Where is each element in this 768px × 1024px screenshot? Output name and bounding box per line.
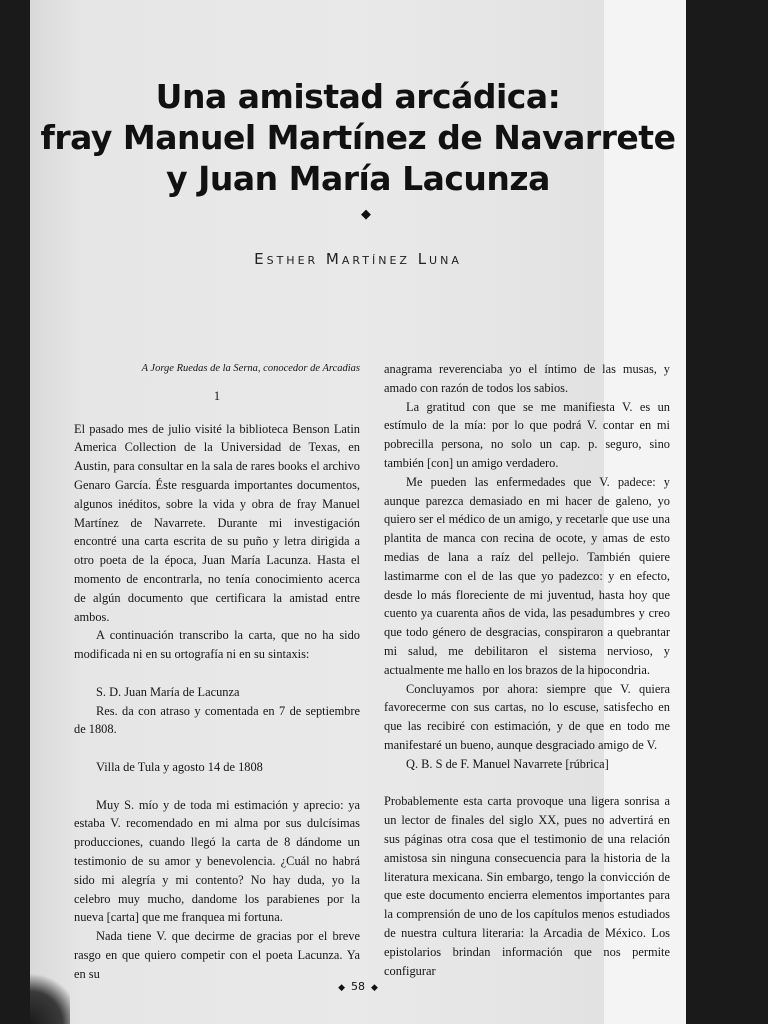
dedication: A Jorge Ruedas de la Serna, conocedor de Arcadias [141, 363, 360, 374]
paragraph: A continuación transcribo la carta, que no ha sido modificada ni en su ortografía ni en su sintaxis: [74, 628, 360, 662]
paragraph: Probablemente esta carta provoque una ligera sonrisa a un lector de finales del siglo XX, pues no advertirá en sus páginas otra cosa que el testimonio de una relación amistosa sin ninguna consecuencia para la historia de la literatura mexicana. Sin embargo, tengo la convicción de que este documento encierra elementos importantes para la comprensión de uno de los capítulos menos estudiados de nuestra cultura literaria: la Arcadia de México. Los epistolarios brindan información que nos permite configurar [384, 794, 670, 978]
letter-paragraph: anagrama reverenciaba yo el íntimo de las musas, y amado con razón de todos los sabios. [384, 362, 670, 395]
letter-paragraph: Concluyamos por ahora: siempre que V. quiera favorecerme con sus cartas, no lo escuse, satisfecho en que las recibiré con estimación, y de que en todo me manifestaré un bueno, aunque desgraciado amigo de V. [384, 681, 670, 752]
footer-ornament-icon: ◆ [338, 983, 345, 993]
author-text: Esther Martínez Luna [254, 250, 462, 268]
letter-paragraph: Nada tiene V. que decirme de gracias por el breve rasgo en que quiero competir con el poeta Lacunza. Ya en su [74, 929, 360, 981]
letter-receipt-note: Res. da con atraso y comentada en 7 de septiembre de 1808. [74, 703, 360, 737]
page-footer [30, 980, 686, 993]
letter-paragraph: La gratitud con que se me manifiesta V. es un estímulo de la mía: por lo que podrá V. contar en mi pobrecilla persona, no solo un cap. p. seguro, sino también [con] un amigo verdadero. [384, 399, 670, 470]
title-line-2: fray Manuel Martínez de Navarrete [40, 118, 676, 157]
letter-paragraph: Me pueden las enfermedades que V. padece: y aunque parezca demasiado en mi hacer de galeno, yo quiero ser el médico de un amigo, y recetarle que use una plantita de manca con recina de ocote, y amas de esto medias de lana a raíz del pellejo. También quiere lastimarme con el de las que yo padezco: y en efecto, desde lo más floreciente de mi juventud, hasta hoy que cuento ya cuarenta años de vida, las pesadumbres y creo que todo género de desgracias, conspiraron a quebrantar mi salud, me debilitaron el sistema nervioso, y actualmente me hallo en los brazos de la hipocondria. [384, 474, 670, 677]
paragraph: El pasado mes de julio visité la biblioteca Benson Latin America Collection de la Universidad de Texas, en Austin, para consultar en la sala de rares books el archivo Genaro García. Éste resguarda importantes documentos, algunos inéditos, sobre la vida y obra de fray Manuel Martínez de Navarrete. Durante mi investigación encontré una carta escrita de su puño y letra dirigida a otro poeta de la época, Juan María Lacunza. Hasta el momento de encontrarla, no tenía conocimiento acerca de algún documento que certificara la amistad entre ambos. [74, 421, 360, 624]
article-title [30, 76, 686, 199]
letter-paragraph: Muy S. mío y de toda mi estimación y aprecio: ya estaba V. recomendado en mi alma por sus dulcísimas producciones, cuando llegó la carta de 8 dándome un testimonio de su amor y benevolencia. ¿Cuál no habrá sido mi alegría y mi contento? No hay duda, yo la celebro muy mucho, dandome los parabienes por la nueva [carta] que me franquea mi fortuna. [74, 797, 360, 925]
footer-ornament-icon: ◆ [371, 983, 378, 993]
title-ornament-icon: ◆ [361, 207, 371, 222]
letter-date: Villa de Tula y agosto 14 de 1808 [96, 759, 263, 774]
left-column [74, 360, 360, 984]
page [30, 0, 686, 1024]
title-line-1: Una amistad arcádica: [155, 77, 561, 116]
letter-addressee: S. D. Juan María de Lacunza [96, 684, 240, 699]
letter-signature: Q. B. S de F. Manuel Navarrete [rúbrica] [406, 756, 609, 771]
title-line-3: y Juan María Lacunza [166, 159, 550, 198]
right-column [384, 360, 670, 980]
section-number: 1 [213, 388, 221, 403]
page-number: 58 [351, 980, 365, 993]
author-name [30, 250, 686, 268]
thumb-shadow [30, 964, 70, 1024]
